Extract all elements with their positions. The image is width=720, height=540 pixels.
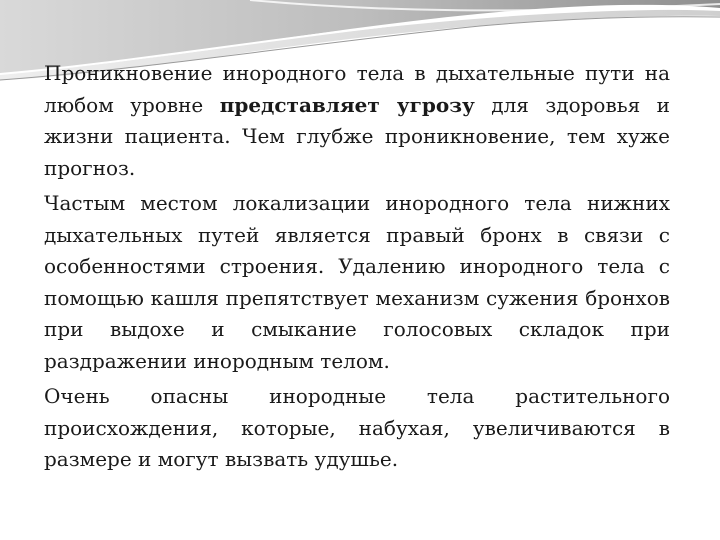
slide-body xyxy=(44,58,670,480)
paragraph-2: Частым местом локализации инородного тела нижних дыхательных путей является правый бронх в связи с особенностями строения. Удалению инородного тела с помощью кашля препятствует механизм сужения бронхов при выдохе и смыкание голосовых складок при раздражении инородным телом. xyxy=(44,191,670,373)
paragraph-1-emphasis: представляет угрозу xyxy=(219,92,475,117)
paragraph-3: Очень опасны инородные тела растительного происхождения, которые, набухая, увеличиваются в размере и могут вызвать удушье. xyxy=(44,384,670,471)
paragraph-1 xyxy=(44,58,670,184)
paragraph-1-text: Проникновение инородного тела в дыхательные пути на любом уровне xyxy=(44,61,670,117)
paragraph-1-text-end: для здоровья и жизни пациента. Чем глубже проникновение, тем хуже прогноз. xyxy=(44,92,670,180)
